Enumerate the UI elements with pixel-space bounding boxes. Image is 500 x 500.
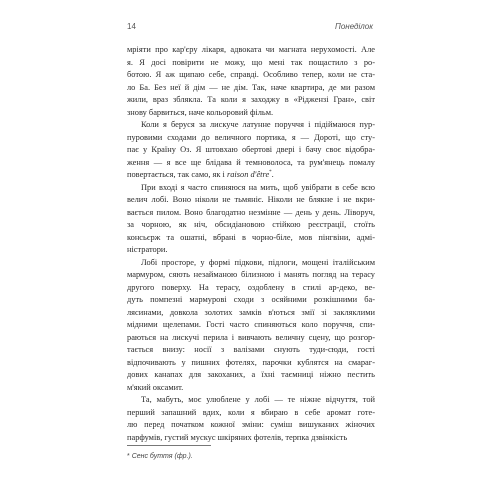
text-line: відпочивають у пишних фотелях, парочки кублятся на смараг- — [127, 357, 375, 367]
text-line: другого поверху. На терасу, оздоблену в стилі ар-деко, ве- — [127, 282, 375, 292]
text-line: Коли я беруся за лискуче латунне поруччя і підіймаюся пур- — [141, 120, 375, 129]
text-line: м'який оксамит. — [127, 382, 184, 392]
text-line: ністратори. — [127, 245, 168, 254]
paragraph — [127, 257, 375, 395]
text-line: раються на лискучі перила і вивчають величну сцену, що розгор- — [127, 332, 375, 342]
text-line: консьєрж та ошатні, вбрані в чорно-біле, мов пінгвіни, адмі- — [127, 232, 375, 242]
text-line: Та, мабуть, моє улюблене у лобі — те ніжне відчуття, той — [141, 395, 375, 404]
running-title: Понеділок — [335, 22, 373, 31]
running-header — [127, 22, 373, 34]
footnote-divider — [127, 445, 211, 446]
text-line: лясинами, довкола золотих замків в'ються змії зі закляклими — [127, 307, 375, 317]
text-line: мріяти про кар'єру лікаря, адвоката чи магната нерухомості. Але — [127, 45, 375, 54]
text-line: мармуром, сяють незайманою білизною і манять погляд на терасу — [127, 270, 375, 279]
paragraph — [127, 394, 375, 444]
text-line: Лобі просторе, у формі підкови, підлоги, мощені італійським — [141, 257, 375, 267]
text-line: я. Я досі повірити не можу, що мені так пощастило з ро- — [127, 57, 375, 67]
text-line: тається внизу: носії з валізами снують туди-сюди, гості — [127, 345, 375, 354]
text-line: велич лобі. Воно ніколи не тьмяніє. Ніколи не блякне і не вкри- — [127, 195, 375, 204]
footnote-text: Сенс буття — [131, 453, 173, 460]
text-line: парфумів, густий мускус шкіряних фотелів, терпка дзвінкість — [127, 432, 348, 442]
paragraph — [127, 44, 375, 119]
text-line: знову барвиться, наче кольоровий фільм. — [127, 107, 274, 117]
text-line: дуть помпезні мармурові сходи з осяйними розкішними ба- — [127, 295, 375, 304]
text-line: за чорною, як ніч, обсидіановою стійкою реєстрації, стоїть — [127, 220, 375, 229]
text-line: дових канапах для закоханих, а їхні таємниці ніжно пестить — [127, 370, 375, 379]
footnote-lang: (фр.). — [174, 453, 193, 460]
paragraph — [127, 182, 375, 257]
footnote-ref: * — [269, 170, 272, 176]
text-line: мідними щелепами. Гості часто спиняються коло поруччя, спи- — [127, 320, 375, 329]
footnote-marker: * — [127, 453, 130, 460]
page-number: 14 — [127, 22, 136, 31]
footnote — [127, 453, 193, 460]
page-body — [127, 44, 375, 444]
paragraph — [127, 119, 375, 182]
text-line: пає у Країну Оз. Я штовхаю обертові двері і бачу своє відобра- — [127, 145, 375, 154]
foreign-term: raison d'être — [226, 170, 270, 179]
text-line: вається пилом. Воно благодатно незмінне — день у день. Ліворуч, — [127, 207, 375, 217]
text-line: ботою. Я аж щипаю себе, справді. Особливо тепер, коли не ста- — [127, 70, 375, 79]
text-line: ження — я все ще блідава й темноволоса, та рум'янець помалу — [127, 157, 375, 167]
text-line: пуровими сходами до величного портика, я — Дороті, що сту- — [127, 132, 375, 142]
text-line: повертається, так само, як і raison d'être*. — [127, 170, 274, 179]
text-line: лю перед початком кожної зміни: суміш вишуканих жіночих — [127, 420, 375, 429]
text-line: ло Ба. Без неї й дім — не дім. Так, наче квартира, де ми разом — [127, 82, 375, 92]
text-line: перший запашний вдих, коли я вбираю в себе аромат готе- — [127, 407, 375, 417]
text-line: жили, враз збляклa. Та коли я заходжу в «Ріджензі Гран», світ — [127, 95, 375, 104]
text-line: При вході я часто спиняюся на мить, щоб увібрати в себе всю — [141, 182, 375, 192]
